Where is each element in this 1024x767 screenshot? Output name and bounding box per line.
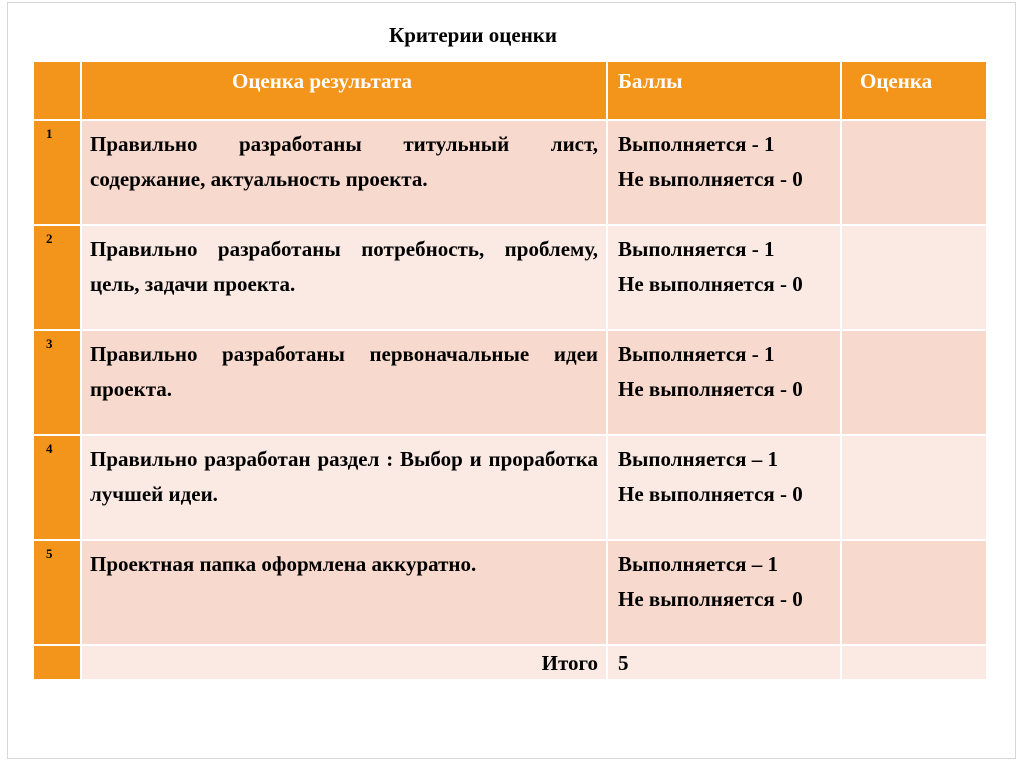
points-no: Не выполняется - 0 (618, 167, 803, 191)
slide (7, 2, 1016, 759)
table-row (33, 120, 987, 225)
points-no: Не выполняется - 0 (618, 587, 803, 611)
header-result: Оценка результата (81, 61, 607, 120)
points-yes: Выполняется - 1 (618, 237, 775, 261)
table-row (33, 435, 987, 540)
row-number: 3 (33, 330, 81, 435)
total-number-cell (33, 645, 81, 680)
row-description: Правильно разработаны потребность, проблему, цель, задачи проекта. (81, 225, 607, 330)
row-grade[interactable] (841, 540, 987, 645)
total-label-cell: Итого (81, 645, 607, 680)
row-number: 5 (33, 540, 81, 645)
row-description: Правильно разработан раздел : Выбор и проработка лучшей идеи. (81, 435, 607, 540)
row-description: Правильно разработаны первоначальные идеи проекта. (81, 330, 607, 435)
total-value-cell: 5 (607, 645, 841, 680)
table-row (33, 330, 987, 435)
row-grade[interactable] (841, 120, 987, 225)
row-points (607, 540, 841, 645)
row-description: Проектная папка оформлена аккуратно. (81, 540, 607, 645)
points-yes: Выполняется – 1 (618, 447, 779, 471)
row-points (607, 330, 841, 435)
table-header-row (33, 61, 987, 120)
points-yes: Выполняется - 1 (618, 342, 775, 366)
table-row (33, 540, 987, 645)
row-points (607, 120, 841, 225)
header-grade: Оценка (841, 61, 987, 120)
slide-title: Критерии оценки (389, 23, 557, 47)
row-grade[interactable] (841, 435, 987, 540)
row-number: 1 (33, 120, 81, 225)
row-grade[interactable] (841, 225, 987, 330)
points-no: Не выполняется - 0 (618, 482, 803, 506)
points-yes: Выполняется – 1 (618, 552, 779, 576)
row-points (607, 225, 841, 330)
header-points: Баллы (607, 61, 841, 120)
table-total-row (33, 645, 987, 680)
row-number: 2 (33, 225, 81, 330)
points-no: Не выполняется - 0 (618, 377, 803, 401)
row-number: 4 (33, 435, 81, 540)
header-number (33, 61, 81, 120)
points-yes: Выполняется - 1 (618, 132, 775, 156)
row-grade[interactable] (841, 330, 987, 435)
total-grade-cell[interactable] (841, 645, 987, 680)
table-row (33, 225, 987, 330)
row-description: Правильно разработаны титульный лист, содержание, актуальность проекта. (81, 120, 607, 225)
criteria-table (32, 60, 988, 681)
row-points (607, 435, 841, 540)
points-no: Не выполняется - 0 (618, 272, 803, 296)
